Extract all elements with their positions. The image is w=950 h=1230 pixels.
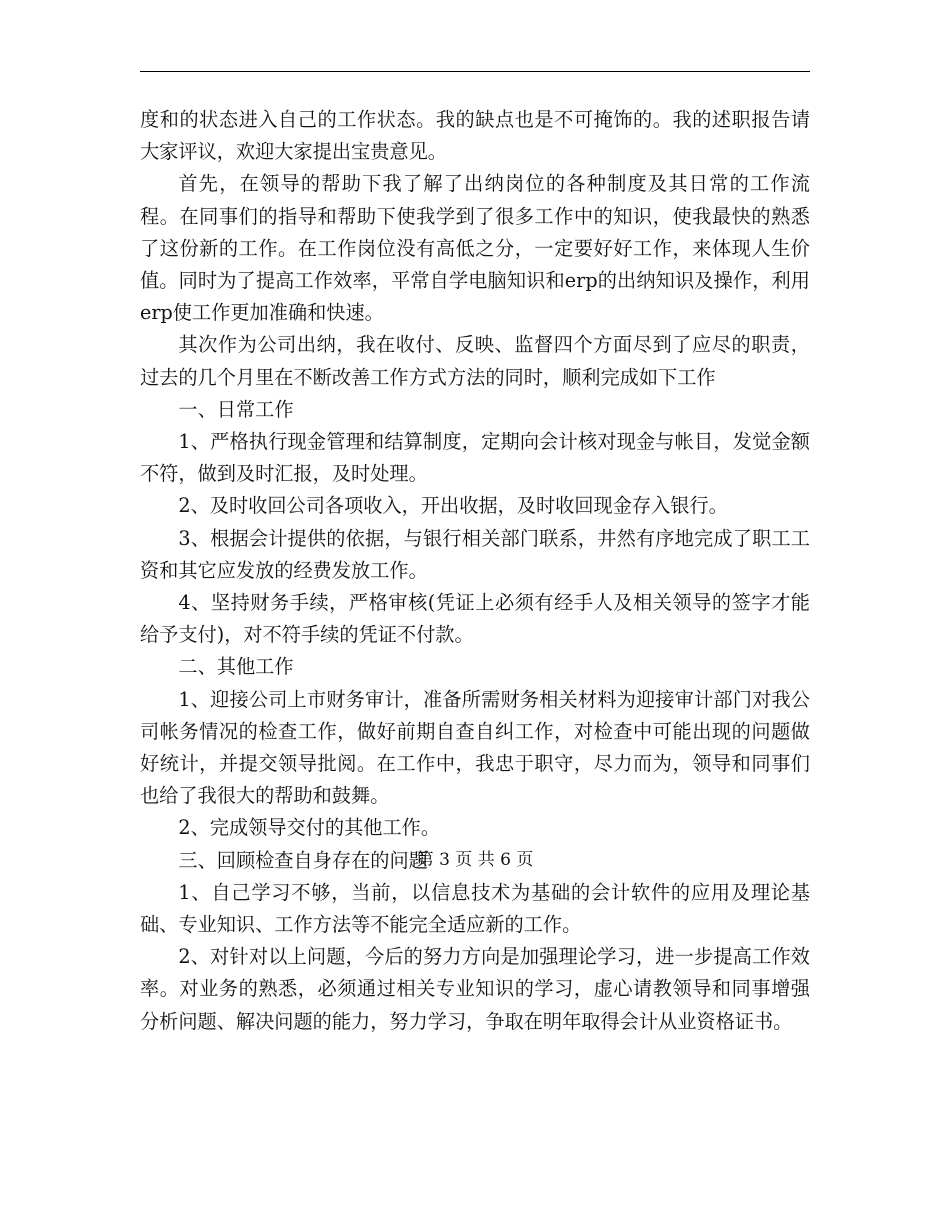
paragraph-1: 度和的状态进入自己的工作状态。我的缺点也是不可掩饰的。我的述职报告请大家评议，欢迎大家提出宝贵意见。	[140, 108, 810, 164]
paragraph-6: 3、根据会计提供的依据，与银行相关部门联系，井然有序地完成了职工工资和其它应发放的经费发放工作。	[140, 526, 810, 582]
paragraph-2: 首先，在领导的帮助下我了解了出纳岗位的各种制度及其日常的工作流程。在同事们的指导和帮助下使我学到了很多工作中的知识，使我最快的熟悉了这份新的工作。在工作岗位没有高低之分，一定要好好工作，来体现人生价值。同时为了提高工作效率，平常自学电脑知识和erp的出纳知识及操作，利用erp使工作更加准确和快速。	[140, 172, 810, 325]
paragraph-9: 2、完成领导交付的其他工作。	[178, 816, 441, 840]
paragraph-4: 1、严格执行现金管理和结算制度，定期向会计核对现金与帐目，发觉金额不符，做到及时汇报，及时处理。	[140, 430, 810, 486]
paragraph-3: 其次作为公司出纳，我在收付、反映、监督四个方面尽到了应尽的职责，过去的几个月里在不断改善工作方式方法的同时，顺利完成如下工作	[140, 333, 810, 389]
paragraph-8: 1、迎接公司上市财务审计，准备所需财务相关材料为迎接审计部门对我公司帐务情况的检查工作，做好前期自查自纠工作，对检查中可能出现的问题做好统计，并提交领导批阅。在工作中，我忠于职守，尽力而为，领导和同事们也给了我很大的帮助和鼓舞。	[140, 687, 810, 808]
paragraph-10: 1、自己学习不够，当前，以信息技术为基础的会计软件的应用及理论基础、专业知识、工作方法等不能完全适应新的工作。	[140, 880, 810, 937]
paragraph-11: 2、对针对以上问题，今后的努力方向是加强理论学习，进一步提高工作效率。对业务的熟悉，必须通过相关专业知识的学习，虚心请教领导和同事增强分析问题、解决问题的能力，努力学习，争取在明年取得会计从业资格证书。	[140, 945, 810, 1033]
paragraph-5: 2、及时收回公司各项收入，开出收据，及时收回现金存入银行。	[178, 494, 728, 518]
paragraph-7: 4、坚持财务手续，严格审核(凭证上必须有经手人及相关领导的签字才能给予支付)，对不符手续的凭证不付款。	[140, 591, 810, 647]
section-heading-daily-work: 一、日常工作	[178, 397, 294, 421]
header-rule	[140, 71, 810, 72]
section-heading-review: 三、回顾检查自身存在的问题	[178, 848, 428, 872]
page-number-footer: 第 3 页 共 6 页	[416, 850, 534, 870]
document-body	[140, 104, 810, 1038]
section-heading-other-work: 二、其他工作	[178, 655, 294, 679]
